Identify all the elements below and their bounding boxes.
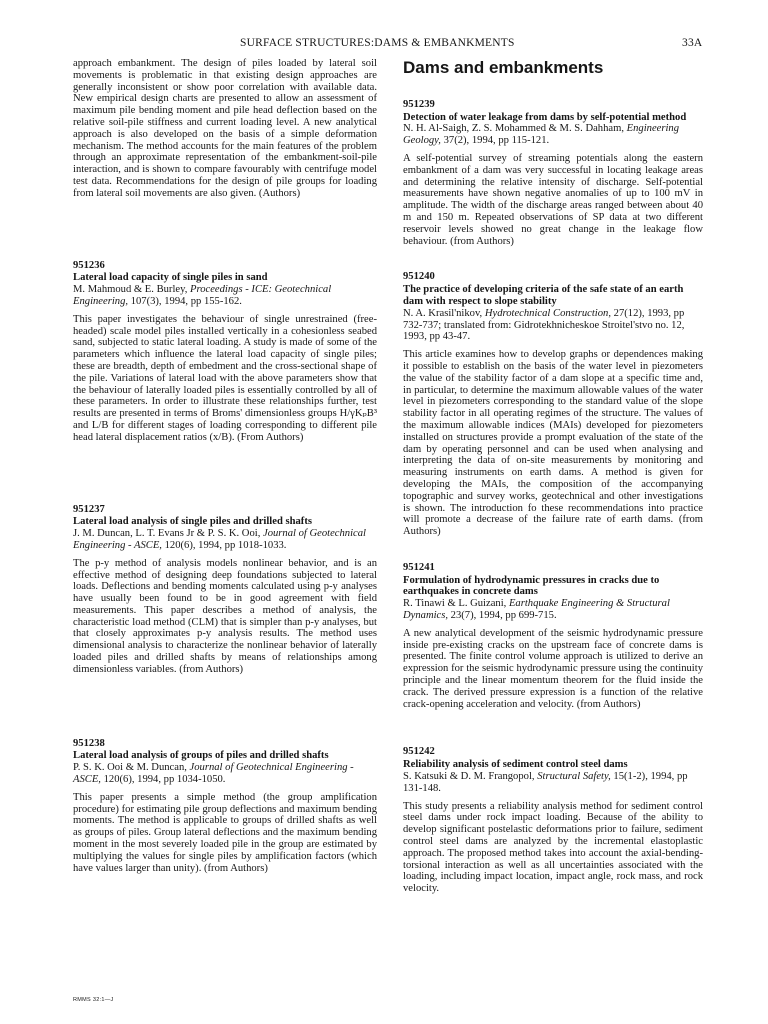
abstract-entry bbox=[73, 260, 377, 444]
entry-citation bbox=[73, 528, 377, 552]
entry-details: 23(7), 1994, pp 699-715. bbox=[450, 610, 557, 622]
entry-details: 27(12), 1993, pp 732-737; translated from: Gidrotekhnicheskoe Stroitel'stvo no. 12, 1993, pp 43-47. bbox=[403, 307, 685, 343]
abstract-entry bbox=[403, 746, 703, 895]
page-number: 33A bbox=[682, 37, 703, 49]
entry-details: 37(2), 1994, pp 115-121. bbox=[443, 135, 550, 147]
entry-number: 951241 bbox=[403, 561, 435, 573]
entry-title: Reliability analysis of sediment control steel dams bbox=[403, 759, 628, 771]
entry-authors: M. Mahmoud & E. Burley, bbox=[73, 284, 188, 296]
entry-abstract: This paper investigates the behaviour of single unrestrained (free-headed) scale model piles installed vertically in a cohesionless seabed sand, subjected to static lateral loading. A study is made of some of the parameters which influence the lateral load capacity of single piles; these are breadth, depth of embedment and the cross-sectional shape of the pile. Variations of lateral load with the above parameters show that the behaviour of laterally loaded piles is essentially controlled by all of these parameters. In order to illustrate these relationships further, test results are presented in terms of Broms' dimensionless groups H/γKₚB³ and L/B for different stages of loading corresponding to different pile head lateral displacement ratios (x/B). (From Authors) bbox=[73, 313, 377, 443]
entry-number: 951239 bbox=[403, 98, 435, 110]
abstract-entry bbox=[403, 99, 703, 248]
entry-abstract: This article examines how to develop graphs or dependences making it possible to establish on the basis of the water level in piezometers the value of the stability factor of a dam slope at a specific time and, in particular, to determine the maximum allowable values of the water level in piezometers corresponding to the standard value of the slope stability factor in all operating regimes of the structure. The values of the maximum allowable indices (MAIs) developed for piezometers installed on structures provide a prompt evaluation of the state of the dam by operating personnel and can be used when analysing and interpreting the data of on-site measurements by monitoring and measuring instruments on earth dams. A method is given for developing the MAIs, the composition of the accompanying topographic and survey works, geotechnical and other investigations is shown. The introduction fo these recommendations into practice will promote a decrease of the failure rate of earth dams. (from Authors) bbox=[403, 349, 703, 538]
entry-title: Detection of water leakage from dams by self-potential method bbox=[403, 111, 687, 123]
entry-authors: R. Tinawi & L. Guizani, bbox=[403, 598, 507, 610]
entry-source: Journal of Geotechnical Engineering - ASCE, bbox=[73, 528, 366, 551]
entry-abstract: A new analytical development of the seismic hydrodynamic pressure inside pre-existing cracks on the upstream face of concrete dams is presented. The finite control volume approach is utilized to derive an expression for the seismic hydrodynamic pressure using the continuity principle and the linear momentum theorem for the fluid inside the crack. The derived pressure expression is a function of the relative crack-opening acceleration and velocity. (from Authors) bbox=[403, 627, 703, 710]
entry-title: Lateral load analysis of groups of piles and drilled shafts bbox=[73, 750, 329, 762]
entry-abstract: The p-y method of analysis models nonlinear behavior, and is an effective method of designing deep foundations subjected to lateral loads. Deflections and bending moments calculated using p-y analyses have usually been found to be in good agreement with field measurements. This paper describes a method of analysis, the characteristic load method (CLM) that is simpler than p-y analyses, but that closely approximates p-y analysis results. The method uses dimensional analysis to characterize the nonlinear behavior of laterally loaded piles and drilled shafts by means of relationships among dimensionless variables. (from Authors) bbox=[73, 557, 377, 675]
section-heading: Dams and embankments bbox=[403, 58, 604, 77]
entry-number: 951237 bbox=[73, 503, 105, 515]
entry-authors: S. Katsuki & D. M. Frangopol, bbox=[403, 771, 535, 783]
entry-authors: J. M. Duncan, L. T. Evans Jr & P. S. K. Ooi, bbox=[73, 528, 261, 540]
entry-abstract: A self-potential survey of streaming potentials along the eastern embankment of a dam was very successful in locating leakage areas and determining the relative intensity of discharge. Self-potential measurements have shown negative anomalies of up to 100 mV in amplitude. The width of the discharge areas ranged between about 40 m and 150 m. Repeated observations of SP data at two different reservoir levels showed no great change in the leakage flow behaviour. (from Authors) bbox=[403, 152, 703, 247]
entry-citation bbox=[403, 123, 703, 147]
entry-title: The practice of developing criteria of the safe state of an earth dam with respect to slope stability bbox=[403, 284, 684, 307]
entry-source: Engineering Geology, bbox=[403, 123, 680, 147]
entry-details: 15(1-2), 1994, pp 131-148. bbox=[403, 771, 688, 794]
entry-number: 951242 bbox=[403, 746, 435, 758]
entry-title: Formulation of hydrodynamic pressures in cracks due to earthquakes in concrete dams bbox=[403, 574, 660, 598]
entry-source: Journal of Geotechnical Engineering - ASCE, bbox=[73, 762, 354, 786]
entry-citation bbox=[73, 284, 377, 308]
entry-abstract: This paper presents a simple method (the group amplification procedure) for estimating pile group deflections and maximum bending moments. The method is applicable to groups of drilled shafts as well as groups of piles. Group lateral deflections and the maximum bending moment in the most severely loaded pile in the group are estimated by multiplying the values for single piles by amplification factors (which have values larger than unity). (from Authors) bbox=[73, 791, 377, 874]
entry-citation bbox=[73, 762, 377, 786]
abstract-entry bbox=[403, 271, 703, 538]
running-head-title: SURFACE STRUCTURES:DAMS & EMBANKMENTS bbox=[240, 37, 515, 49]
entry-number: 951240 bbox=[403, 271, 435, 283]
entry-authors: N. A. Krasil'nikov, bbox=[403, 307, 483, 319]
entry-title: Lateral load capacity of single piles in sand bbox=[73, 272, 268, 284]
abstract-entry bbox=[73, 504, 377, 676]
entry-citation bbox=[403, 771, 703, 795]
entry-citation bbox=[403, 598, 703, 622]
entry-authors: P. S. K. Ooi & M. Duncan, bbox=[73, 762, 187, 774]
entry-number: 951238 bbox=[73, 737, 105, 749]
left-column bbox=[73, 58, 377, 874]
entry-source: Earthquake Engineering & Structural Dynamics, bbox=[403, 598, 670, 622]
abstract-entry bbox=[73, 738, 377, 875]
entry-abstract: This study presents a reliability analysis method for sediment control steel dams under rock impact loading. Because of the ability to develop significant postelastic deformations prior to failure, sediment control steel dams are analyzed by the incremental elastoplastic approach. The proposed method takes into account the axial-bending-torsional interaction as well as all uncertainties associated with the loading, including impact location, impact angle, rock mass, and rock velocity. bbox=[403, 800, 703, 895]
entry-authors: N. H. Al-Saigh, Z. S. Mohammed & M. S. Dahham, bbox=[403, 123, 624, 135]
abstract-entry bbox=[403, 562, 703, 711]
entry-citation bbox=[403, 308, 703, 343]
entry-source: Structural Safety, bbox=[537, 771, 611, 783]
continued-abstract: approach embankment. The design of piles loaded by lateral soil movements is problematic in that existing design approaches are generally inconsistent or show poor correlation with available data. New empirical design charts are presented to allow an assessment of maximum pile bending moment and pile head deflection based on the relative soil-pile stiffness and current loading level. A new analytical approach is also developed on the basis of a simple deformation mechanism. The method accounts for the main features of the problem through an approximate representation of the embankment-soil-pile interaction, and is shown to compare favourably with centrifuge model test data. Recommendations for the design of pile groups for loading from lateral soil movements are also given. (Authors) bbox=[73, 58, 377, 199]
right-column bbox=[403, 58, 703, 895]
entry-details: 120(6), 1994, pp 1034-1050. bbox=[103, 774, 226, 786]
entry-number: 951236 bbox=[73, 259, 105, 271]
entry-source: Hydrotechnical Construction, bbox=[484, 307, 611, 319]
entry-details: 120(6), 1994, pp 1018-1033. bbox=[164, 539, 287, 551]
footer-code: RMMS 32:1—J bbox=[73, 997, 114, 1003]
entry-source: Proceedings - ICE: Geotechnical Engineering, bbox=[73, 284, 332, 307]
entry-details: 107(3), 1994, pp 155-162. bbox=[130, 295, 242, 307]
entry-title: Lateral load analysis of single piles and drilled shafts bbox=[73, 516, 312, 528]
